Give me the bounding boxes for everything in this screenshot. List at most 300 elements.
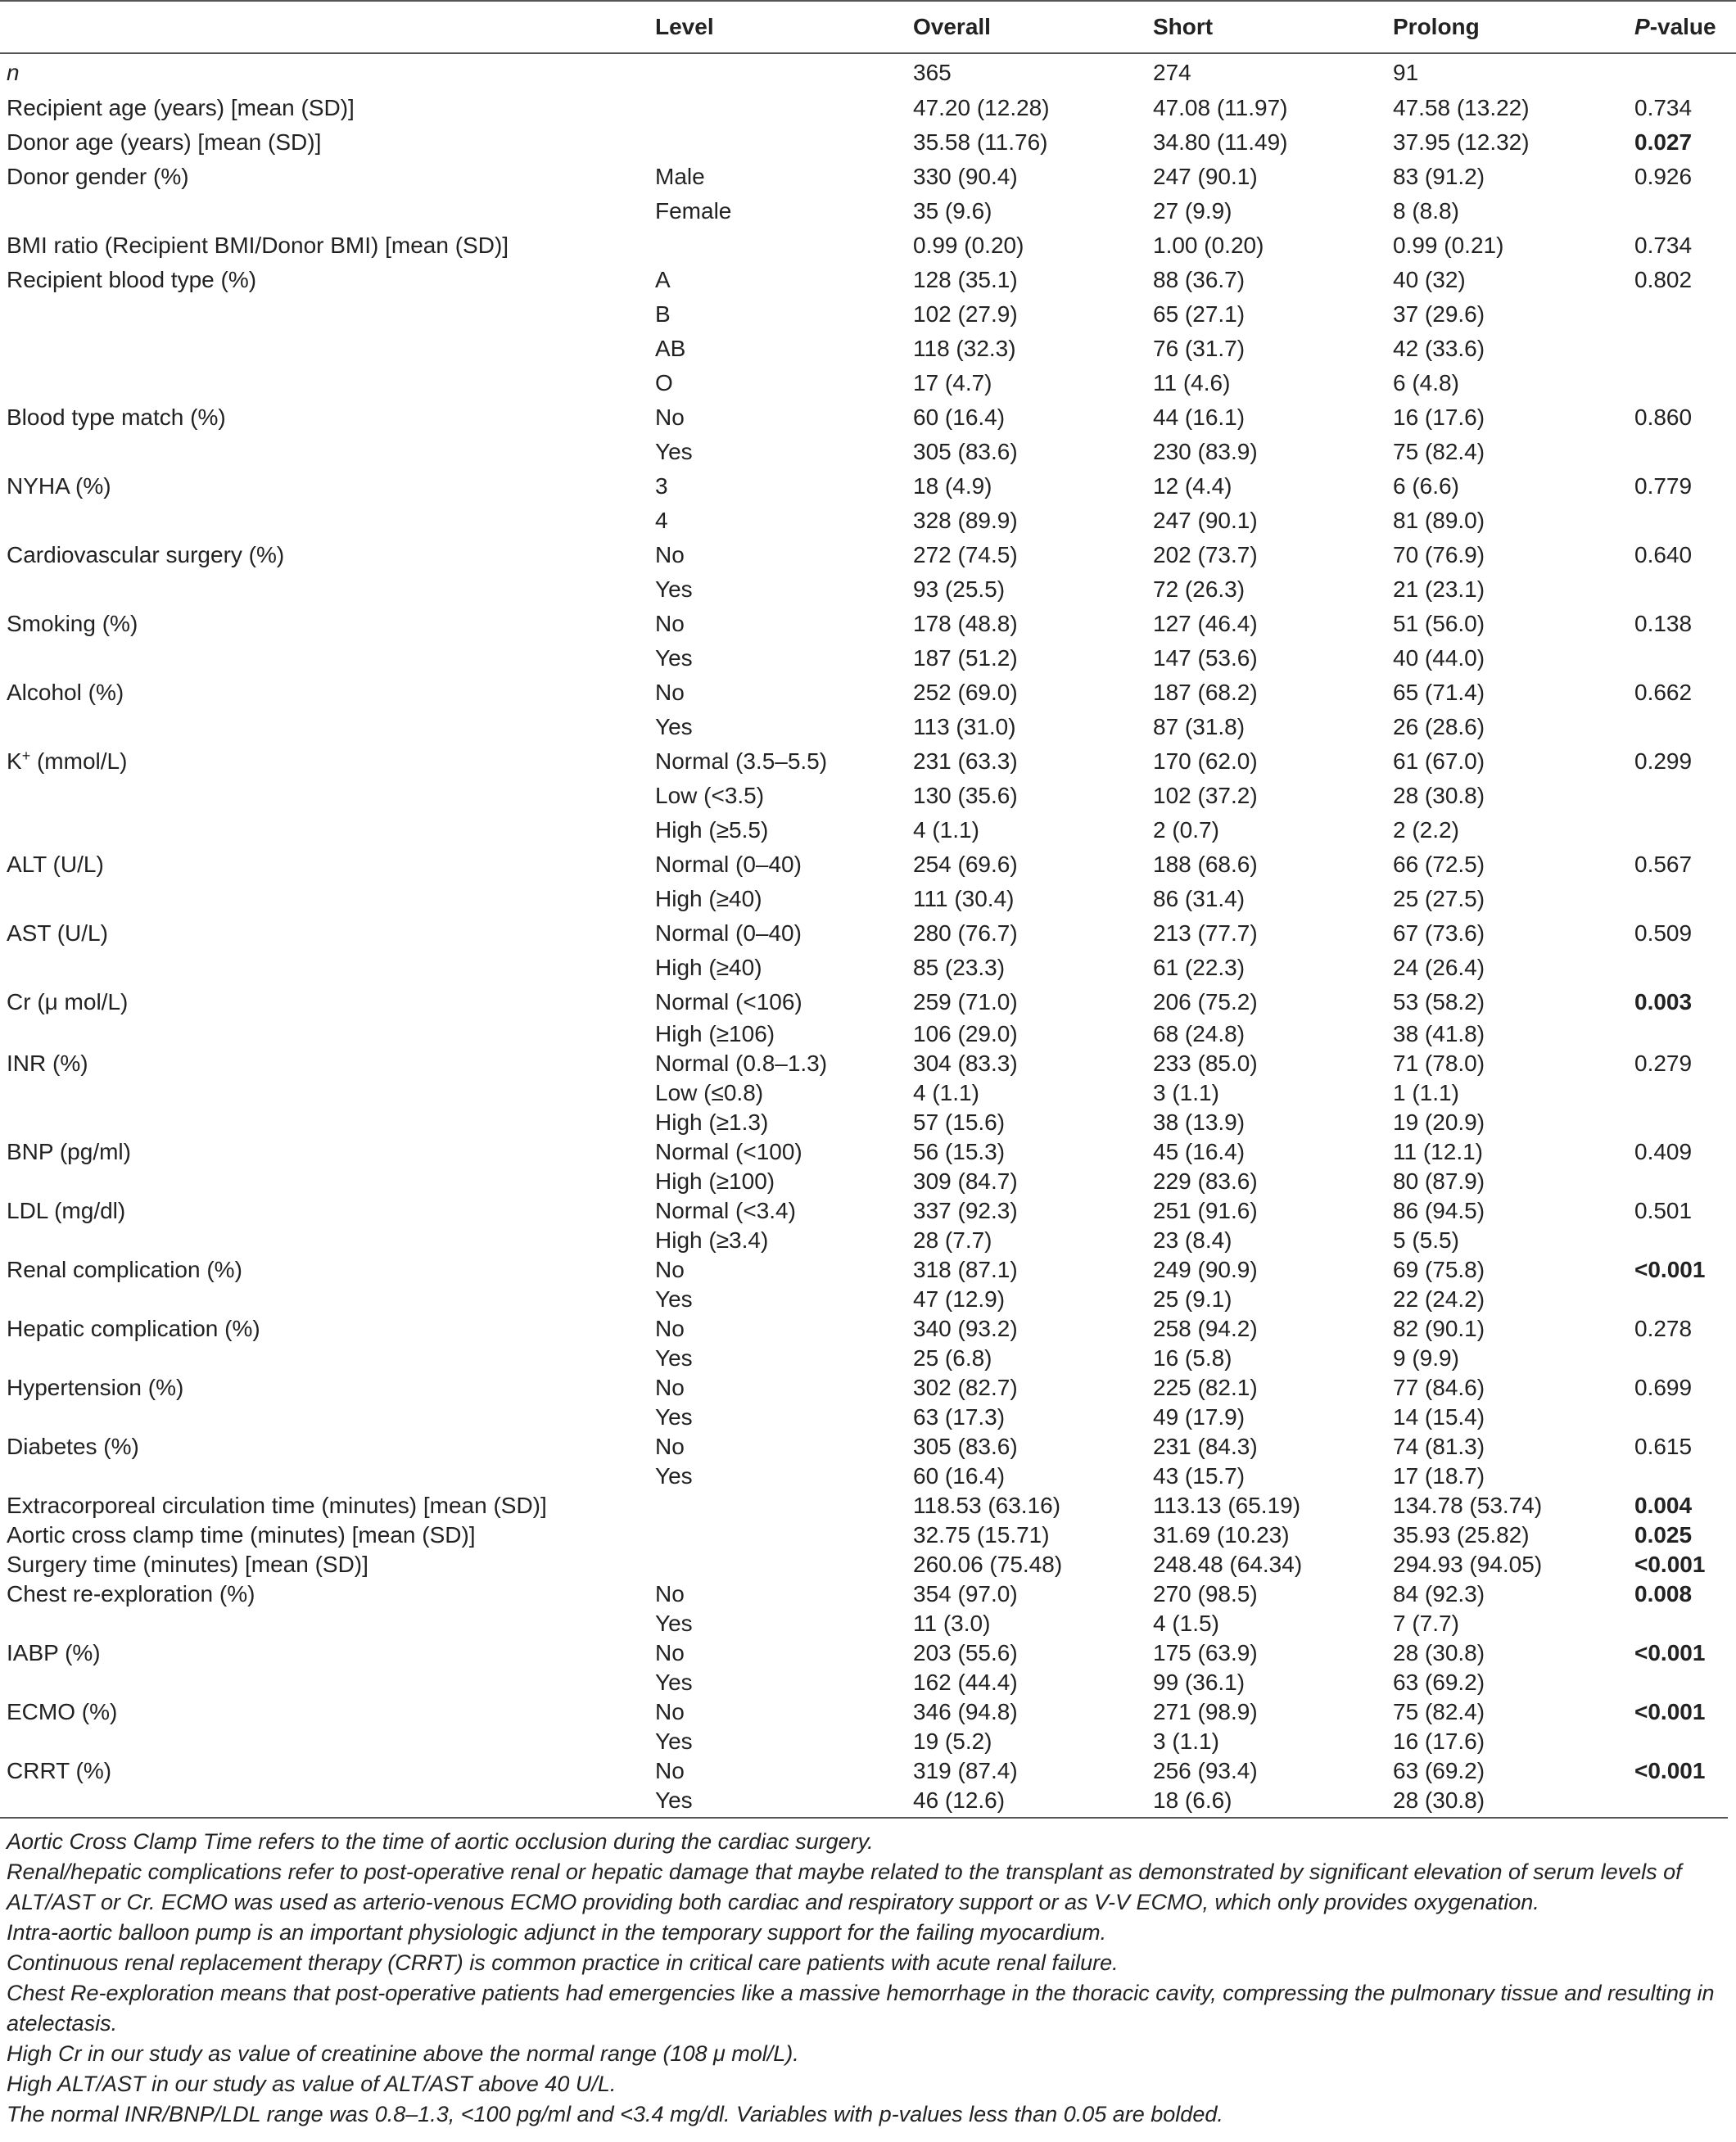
variable-cell: [0, 435, 649, 469]
level-cell: No: [655, 1316, 685, 1341]
overall-cell: 0.99 (0.20): [913, 233, 1024, 258]
level-cell: Normal (0–40): [655, 852, 802, 877]
level-cell: 3: [655, 473, 668, 499]
pvalue-cell: 0.699: [1634, 1375, 1693, 1400]
overall-cell: 319 (87.4): [913, 1758, 1018, 1783]
table-row: [0, 1462, 1736, 1491]
prolong-cell: 53 (58.2): [1393, 989, 1485, 1015]
pvalue-cell: [1628, 194, 1736, 228]
prolong-cell: 83 (91.2): [1393, 164, 1485, 189]
table-row: [0, 951, 1736, 985]
pvalue-cell: 0.138: [1634, 611, 1693, 636]
table-row: [0, 779, 1736, 813]
level-cell: No: [655, 1434, 685, 1459]
prolong-cell: 65 (71.4): [1393, 680, 1485, 705]
prolong-cell: 16 (17.6): [1393, 1729, 1485, 1754]
variable-cell: [0, 1285, 649, 1314]
table-row: [0, 572, 1736, 607]
prolong-cell: 84 (92.3): [1393, 1581, 1485, 1606]
variable-cell: [0, 1108, 649, 1137]
level-cell: Yes: [655, 1729, 693, 1754]
variable-cell: Recipient blood type (%): [7, 267, 257, 292]
pvalue-cell: [1628, 779, 1736, 813]
pvalue-cell: [1628, 1344, 1736, 1373]
prolong-cell: 69 (75.8): [1393, 1257, 1485, 1282]
overall-cell: 340 (93.2): [913, 1316, 1018, 1341]
variable-cell: Smoking (%): [7, 611, 138, 636]
overall-cell: 304 (83.3): [913, 1051, 1018, 1076]
level-cell: Yes: [655, 1787, 693, 1813]
prolong-cell: 37 (29.6): [1393, 301, 1485, 327]
level-cell: High (≥40): [655, 886, 762, 911]
variable-cell: ECMO (%): [7, 1699, 118, 1724]
variable-cell: [0, 710, 649, 744]
table-row: [0, 1019, 1736, 1049]
short-cell: 43 (15.7): [1153, 1463, 1245, 1489]
overall-cell: 330 (90.4): [913, 164, 1018, 189]
short-cell: 113.13 (65.19): [1153, 1493, 1301, 1518]
prolong-cell: 7 (7.7): [1393, 1611, 1459, 1636]
table-row: [0, 813, 1736, 847]
variable-cell: NYHA (%): [7, 473, 111, 499]
level-cell: [649, 125, 906, 160]
level-cell: Male: [655, 164, 705, 189]
table-row: [0, 1137, 1736, 1167]
header-pvalue-rest: -value: [1649, 14, 1716, 39]
prolong-cell: 63 (69.2): [1393, 1670, 1485, 1695]
short-cell: 229 (83.6): [1153, 1168, 1258, 1194]
prolong-cell: 51 (56.0): [1393, 611, 1485, 636]
overall-cell: 46 (12.6): [913, 1787, 1006, 1813]
short-cell: 44 (16.1): [1153, 404, 1245, 430]
variable-cell: Renal complication (%): [7, 1257, 242, 1282]
short-cell: 4 (1.5): [1153, 1611, 1219, 1636]
table-row: [0, 469, 1736, 504]
short-cell: 76 (31.7): [1153, 336, 1245, 361]
pvalue-cell: 0.004: [1634, 1493, 1693, 1518]
variable-text-rest: (mmol/L): [30, 748, 128, 774]
prolong-cell: 75 (82.4): [1393, 1699, 1485, 1724]
pvalue-cell: 0.003: [1634, 989, 1693, 1015]
table-row: [0, 53, 1736, 91]
level-cell: Yes: [655, 1345, 693, 1371]
footnote: Continuous renal replacement therapy (CRRT) is common practice in critical care patients with acute renal failure.: [7, 1950, 1119, 1975]
pvalue-cell: [1628, 332, 1736, 366]
pvalue-cell: 0.615: [1634, 1434, 1693, 1459]
pvalue-cell: <0.001: [1634, 1699, 1706, 1724]
level-cell: High (≥106): [655, 1021, 775, 1046]
overall-cell: 346 (94.8): [913, 1699, 1018, 1724]
variable-text: K: [7, 748, 22, 774]
prolong-cell: 37.95 (12.32): [1393, 129, 1530, 155]
overall-cell: 56 (15.3): [913, 1139, 1006, 1164]
level-cell: No: [655, 680, 685, 705]
pvalue-cell: [1628, 951, 1736, 985]
pvalue-cell: 0.299: [1634, 748, 1693, 774]
variable-cell: Cr (μ mol/L): [7, 989, 129, 1015]
short-cell: 213 (77.7): [1153, 920, 1258, 946]
pvalue-cell: 0.662: [1634, 680, 1693, 705]
table-row: [0, 1344, 1736, 1373]
variable-cell: IABP (%): [7, 1640, 101, 1665]
variable-cell: Aortic cross clamp time (minutes) [mean (SD)]: [7, 1522, 476, 1548]
overall-cell: 260.06 (75.48): [913, 1552, 1063, 1577]
variable-cell: AST (U/L): [7, 920, 108, 946]
overall-cell: 32.75 (15.71): [913, 1522, 1050, 1548]
prolong-cell: 70 (76.9): [1393, 542, 1485, 567]
pvalue-cell: 0.409: [1634, 1139, 1693, 1164]
table-row: [0, 1491, 1736, 1521]
short-cell: 233 (85.0): [1153, 1051, 1258, 1076]
short-cell: 206 (75.2): [1153, 989, 1258, 1015]
table-row: [0, 1638, 1736, 1668]
overall-cell: 118 (32.3): [913, 336, 1016, 361]
variable-cell: Chest re-exploration (%): [7, 1581, 255, 1606]
prolong-cell: 77 (84.6): [1393, 1375, 1485, 1400]
level-cell: No: [655, 404, 685, 430]
variable-cell: Donor gender (%): [7, 164, 189, 189]
prolong-cell: 42 (33.6): [1393, 336, 1485, 361]
short-cell: 270 (98.5): [1153, 1581, 1258, 1606]
table-row: [0, 676, 1736, 710]
pvalue-cell: 0.567: [1634, 852, 1693, 877]
variable-cell: LDL (mg/dl): [7, 1198, 126, 1223]
pvalue-cell: [1628, 1786, 1736, 1815]
short-cell: 27 (9.9): [1153, 198, 1232, 224]
pvalue-cell: 0.926: [1634, 164, 1693, 189]
prolong-cell: 61 (67.0): [1393, 748, 1485, 774]
table-row: [0, 1727, 1736, 1756]
short-cell: 86 (31.4): [1153, 886, 1245, 911]
short-cell: 127 (46.4): [1153, 611, 1258, 636]
pvalue-cell: [1628, 641, 1736, 676]
level-cell: [649, 1550, 906, 1579]
pvalue-cell: [1628, 366, 1736, 400]
table-row: [0, 1078, 1736, 1108]
prolong-cell: 9 (9.9): [1393, 1345, 1459, 1371]
pvalue-cell: <0.001: [1634, 1640, 1706, 1665]
pvalue-cell: [1628, 1108, 1736, 1137]
variable-cell: [0, 504, 649, 538]
variable-cell: Hypertension (%): [7, 1375, 184, 1400]
variable-cell: Diabetes (%): [7, 1434, 139, 1459]
overall-cell: 231 (63.3): [913, 748, 1018, 774]
level-cell: High (≥40): [655, 955, 762, 980]
table-row: [0, 847, 1736, 882]
pvalue-cell: [1628, 1167, 1736, 1196]
table-row: [0, 744, 1736, 779]
prolong-cell: 75 (82.4): [1393, 439, 1485, 464]
variable-cell: Recipient age (years) [mean (SD)]: [7, 95, 355, 120]
table-row: [0, 1403, 1736, 1432]
short-cell: 147 (53.6): [1153, 645, 1258, 671]
level-cell: No: [655, 1257, 685, 1282]
pvalue-cell: <0.001: [1634, 1257, 1706, 1282]
overall-cell: 318 (87.1): [913, 1257, 1018, 1282]
footnote: Aortic Cross Clamp Time refers to the time of aortic occlusion during the cardiac surgery.: [7, 1829, 874, 1854]
short-cell: 23 (8.4): [1153, 1227, 1232, 1253]
pvalue-cell: 0.734: [1634, 233, 1693, 258]
level-cell: No: [655, 1699, 685, 1724]
pvalue-cell: 0.734: [1634, 95, 1693, 120]
prolong-cell: 28 (30.8): [1393, 1640, 1485, 1665]
overall-cell: 47.20 (12.28): [913, 95, 1050, 120]
table-row: [0, 985, 1736, 1019]
table-row: [0, 504, 1736, 538]
table-row: [0, 1697, 1736, 1727]
overall-cell: 25 (6.8): [913, 1345, 992, 1371]
pvalue-cell: [1628, 572, 1736, 607]
overall-cell: 93 (25.5): [913, 576, 1006, 602]
variable-cell: Extracorporeal circulation time (minutes) [mean (SD)]: [7, 1493, 547, 1518]
level-cell: AB: [655, 336, 686, 361]
table-row: [0, 366, 1736, 400]
level-cell: [649, 228, 906, 263]
level-cell: No: [655, 1640, 685, 1665]
level-cell: Yes: [655, 576, 693, 602]
table-row: [0, 607, 1736, 641]
pvalue-cell: [1628, 1668, 1736, 1697]
prolong-cell: 26 (28.6): [1393, 714, 1485, 739]
overall-cell: 11 (3.0): [913, 1611, 991, 1636]
pvalue-cell: [1628, 53, 1736, 91]
level-cell: Normal (0–40): [655, 920, 802, 946]
overall-cell: 118.53 (63.16): [913, 1493, 1061, 1518]
table-row: [0, 710, 1736, 744]
level-cell: No: [655, 542, 685, 567]
table-row: [0, 1196, 1736, 1226]
level-cell: Yes: [655, 1611, 693, 1636]
pvalue-cell: 0.509: [1634, 920, 1693, 946]
table-row: [0, 91, 1736, 125]
variable-cell: [0, 1403, 649, 1432]
short-cell: 16 (5.8): [1153, 1345, 1232, 1371]
pvalue-cell: 0.640: [1634, 542, 1693, 567]
footnote: High Cr in our study as value of creatinine above the normal range (108 μ mol/L).: [7, 2041, 799, 2066]
pvalue-cell: 0.279: [1634, 1051, 1693, 1076]
short-cell: 3 (1.1): [1153, 1729, 1219, 1754]
overall-cell: 254 (69.6): [913, 852, 1018, 877]
variable-cell: [0, 194, 649, 228]
short-cell: 34.80 (11.49): [1153, 129, 1288, 155]
table-footnotes: [0, 1817, 1728, 2130]
short-cell: 11 (4.6): [1153, 370, 1231, 395]
level-cell: 4: [655, 508, 668, 533]
table-row: [0, 1550, 1736, 1579]
short-cell: 102 (37.2): [1153, 783, 1258, 808]
overall-cell: 328 (89.9): [913, 508, 1018, 533]
prolong-cell: 0.99 (0.21): [1393, 233, 1504, 258]
short-cell: 49 (17.9): [1153, 1404, 1245, 1430]
variable-cell: [0, 1344, 649, 1373]
short-cell: 25 (9.1): [1153, 1286, 1232, 1312]
level-cell: Low (≤0.8): [655, 1080, 764, 1105]
variable-cell: CRRT (%): [7, 1758, 112, 1783]
prolong-cell: 6 (4.8): [1393, 370, 1459, 395]
table-row: [0, 297, 1736, 332]
variable-cell: Hepatic complication (%): [7, 1316, 260, 1341]
pvalue-cell: [1628, 1727, 1736, 1756]
variable-cell: [0, 1668, 649, 1697]
table-row: [0, 1049, 1736, 1078]
variable-cell: [0, 1462, 649, 1491]
short-cell: 230 (83.9): [1153, 439, 1258, 464]
pvalue-cell: [1628, 1226, 1736, 1255]
overall-cell: 305 (83.6): [913, 439, 1018, 464]
level-cell: Yes: [655, 1286, 693, 1312]
overall-cell: 4 (1.1): [913, 1080, 979, 1105]
overall-cell: 106 (29.0): [913, 1021, 1018, 1046]
prolong-cell: 28 (30.8): [1393, 783, 1485, 808]
short-cell: 72 (26.3): [1153, 576, 1245, 602]
level-cell: Normal (<100): [655, 1139, 802, 1164]
pvalue-cell: 0.278: [1634, 1316, 1693, 1341]
short-cell: 2 (0.7): [1153, 817, 1219, 843]
short-cell: 202 (73.7): [1153, 542, 1258, 567]
prolong-cell: 67 (73.6): [1393, 920, 1485, 946]
prolong-cell: 74 (81.3): [1393, 1434, 1485, 1459]
short-cell: 271 (98.9): [1153, 1699, 1258, 1724]
level-cell: Yes: [655, 1463, 693, 1489]
level-cell: No: [655, 1375, 685, 1400]
pvalue-cell: 0.025: [1634, 1522, 1693, 1548]
level-cell: B: [655, 301, 671, 327]
footnote: Intra-aortic balloon pump is an important physiologic adjunct in the temporary support for the failing myocardium.: [7, 1920, 1107, 1945]
level-cell: Low (<3.5): [655, 783, 765, 808]
variable-cell: [0, 297, 649, 332]
variable-cell: [0, 1786, 649, 1815]
variable-cell: [0, 1019, 649, 1049]
prolong-cell: 1 (1.1): [1393, 1080, 1459, 1105]
prolong-cell: 86 (94.5): [1393, 1198, 1485, 1223]
overall-cell: 57 (15.6): [913, 1109, 1006, 1135]
short-cell: 88 (36.7): [1153, 267, 1245, 292]
overall-cell: 111 (30.4): [913, 886, 1015, 911]
table-row: [0, 882, 1736, 916]
table-row: [0, 1255, 1736, 1285]
overall-cell: 47 (12.9): [913, 1286, 1006, 1312]
short-cell: 68 (24.8): [1153, 1021, 1245, 1046]
table-row: [0, 435, 1736, 469]
overall-cell: 162 (44.4): [913, 1670, 1018, 1695]
prolong-cell: 25 (27.5): [1393, 886, 1485, 911]
variable-cell: [0, 744, 649, 779]
table-row: [0, 1373, 1736, 1403]
prolong-cell: 71 (78.0): [1393, 1051, 1485, 1076]
short-cell: 12 (4.4): [1153, 473, 1232, 499]
prolong-cell: 24 (26.4): [1393, 955, 1485, 980]
prolong-cell: 28 (30.8): [1393, 1787, 1485, 1813]
overall-cell: 17 (4.7): [913, 370, 992, 395]
level-cell: [649, 53, 906, 91]
overall-cell: 280 (76.7): [913, 920, 1018, 946]
level-cell: A: [655, 267, 671, 292]
table-row: [0, 332, 1736, 366]
variable-cell: BNP (pg/ml): [7, 1139, 131, 1164]
prolong-cell: 16 (17.6): [1393, 404, 1485, 430]
overall-cell: 128 (35.1): [913, 267, 1018, 292]
level-cell: Yes: [655, 714, 693, 739]
level-cell: High (≥5.5): [655, 817, 769, 843]
level-cell: Yes: [655, 645, 693, 671]
short-cell: 247 (90.1): [1153, 508, 1258, 533]
pvalue-cell: <0.001: [1634, 1758, 1706, 1783]
pvalue-cell: 0.027: [1634, 129, 1693, 155]
level-cell: High (≥100): [655, 1168, 775, 1194]
short-cell: 87 (31.8): [1153, 714, 1245, 739]
overall-cell: 19 (5.2): [913, 1729, 992, 1754]
variable-cell: [0, 332, 649, 366]
prolong-cell: 47.58 (13.22): [1393, 95, 1530, 120]
table-row: [0, 916, 1736, 951]
variable-cell: Blood type match (%): [7, 404, 226, 430]
level-cell: Normal (<3.4): [655, 1198, 796, 1223]
level-cell: Female: [655, 198, 732, 224]
table-row: [0, 1108, 1736, 1137]
overall-cell: 203 (55.6): [913, 1640, 1018, 1665]
short-cell: 61 (22.3): [1153, 955, 1245, 980]
table-row: [0, 1432, 1736, 1462]
variable-cell: [0, 1609, 649, 1638]
overall-cell: 354 (97.0): [913, 1581, 1018, 1606]
short-cell: 248.48 (64.34): [1153, 1552, 1303, 1577]
variable-cell: [0, 1727, 649, 1756]
overall-cell: 365: [913, 59, 952, 85]
variable-cell: [0, 813, 649, 847]
prolong-cell: 38 (41.8): [1393, 1021, 1485, 1046]
variable-cell: [0, 951, 649, 985]
table-row: [0, 538, 1736, 572]
table-row: [0, 228, 1736, 263]
pvalue-cell: 0.008: [1634, 1581, 1693, 1606]
short-cell: 175 (63.9): [1153, 1640, 1258, 1665]
table-row: [0, 1226, 1736, 1255]
short-cell: 170 (62.0): [1153, 748, 1258, 774]
prolong-cell: 22 (24.2): [1393, 1286, 1485, 1312]
overall-cell: 130 (35.6): [913, 783, 1018, 808]
level-cell: No: [655, 1758, 685, 1783]
overall-cell: 4 (1.1): [913, 817, 979, 843]
overall-cell: 113 (31.0): [913, 714, 1016, 739]
short-cell: 258 (94.2): [1153, 1316, 1258, 1341]
header-level: Level: [649, 1, 906, 53]
footnote: Chest Re-exploration means that post-operative patients had emergencies like a massive hemorrhage in the thoracic cavity, compressing the pulmonary tissue and resulting in atelectasis.: [7, 1981, 1715, 2036]
prolong-cell: 134.78 (53.74): [1393, 1493, 1543, 1518]
prolong-cell: 294.93 (94.05): [1393, 1552, 1543, 1577]
variable-cell: [0, 366, 649, 400]
table-row: [0, 1521, 1736, 1550]
short-cell: 187 (68.2): [1153, 680, 1258, 705]
table-row: [0, 1668, 1736, 1697]
short-cell: 38 (13.9): [1153, 1109, 1245, 1135]
level-cell: [649, 1521, 906, 1550]
pvalue-cell: 0.802: [1634, 267, 1693, 292]
prolong-cell: 8 (8.8): [1393, 198, 1459, 224]
level-cell: High (≥1.3): [655, 1109, 769, 1135]
prolong-cell: 82 (90.1): [1393, 1316, 1485, 1341]
overall-cell: 18 (4.9): [913, 473, 992, 499]
header-prolong: Prolong: [1386, 1, 1628, 53]
overall-cell: 309 (84.7): [913, 1168, 1018, 1194]
prolong-cell: 63 (69.2): [1393, 1758, 1485, 1783]
short-cell: 274: [1153, 59, 1191, 85]
header-variable: [0, 1, 649, 53]
level-cell: No: [655, 611, 685, 636]
prolong-cell: 35.93 (25.82): [1393, 1522, 1530, 1548]
short-cell: 188 (68.6): [1153, 852, 1258, 877]
short-cell: 45 (16.4): [1153, 1139, 1245, 1164]
pvalue-cell: <0.001: [1634, 1552, 1706, 1577]
